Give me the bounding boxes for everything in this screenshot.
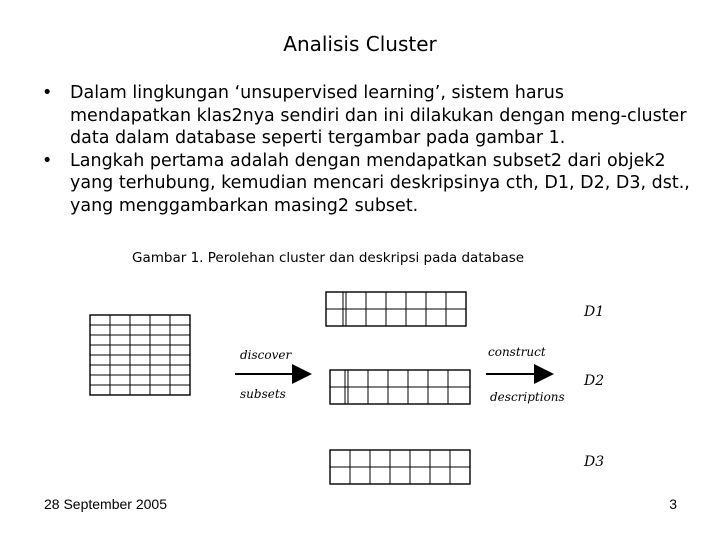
bullet-list: [40, 82, 690, 217]
footer-date: 28 September 2005: [44, 496, 167, 512]
bullet-item: • Dalam lingkungan ‘unsupervised learning’, sistem harus mendapatkan klas2nya sendiri dan ini dilakukan dengan meng-cluster data dalam database seperti tergambar pada gambar 1.: [40, 82, 690, 150]
cluster-diagram: [80, 280, 640, 490]
construct-label: construct: [488, 345, 546, 359]
figure-caption: Gambar 1. Perolehan cluster dan deskripsi pada database: [132, 250, 525, 266]
subsets-label: subsets: [240, 387, 286, 401]
subset-table: [330, 450, 470, 484]
database-grid: [90, 315, 190, 395]
bullet-item: • Langkah pertama adalah dengan mendapatkan subset2 dari objek2 yang terhubung, kemudian mencari deskripsinya cth, D1, D2, D3, dst., yang menggambarkan masing2 subset.: [40, 150, 690, 218]
descriptions-label: descriptions: [490, 390, 565, 404]
d3-label: D3: [584, 454, 605, 470]
d2-label: D2: [584, 373, 605, 389]
discover-label: discover: [240, 348, 292, 362]
d1-label: D1: [584, 304, 605, 320]
slide-title: Analisis Cluster: [283, 32, 437, 56]
page-number: 3: [669, 496, 677, 512]
subset-table: [330, 370, 470, 404]
subset-table: [326, 292, 466, 326]
